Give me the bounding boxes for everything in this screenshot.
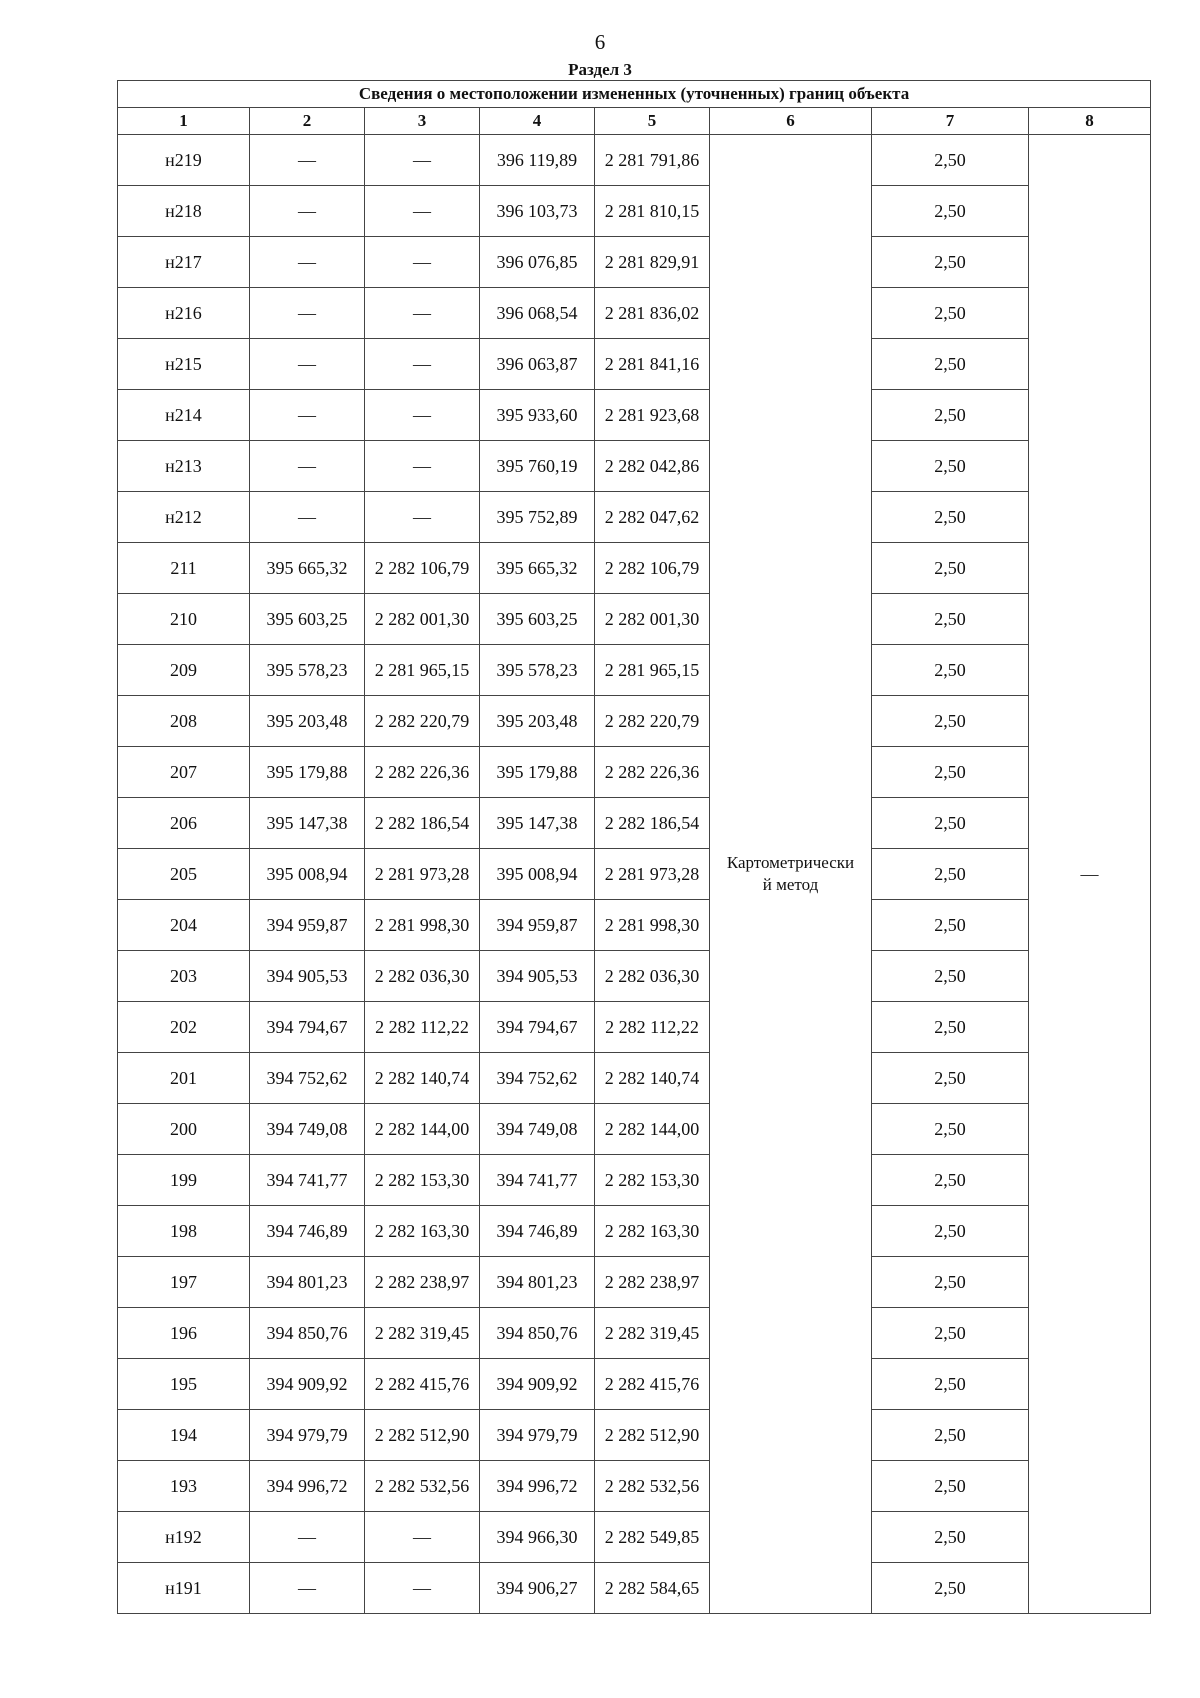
point-id-cell: 196: [118, 1308, 250, 1359]
point-id-cell: н216: [118, 288, 250, 339]
point-id-cell: 195: [118, 1359, 250, 1410]
x-existing-cell: —: [250, 237, 365, 288]
x-existing-cell: —: [250, 288, 365, 339]
table-row: [118, 1053, 1151, 1104]
y-new-cell: 2 282 036,30: [595, 951, 710, 1002]
x-existing-cell: —: [250, 135, 365, 186]
table-row: [118, 288, 1151, 339]
x-existing-cell: 395 179,88: [250, 747, 365, 798]
accuracy-cell: 2,50: [872, 696, 1029, 747]
y-new-cell: 2 281 829,91: [595, 237, 710, 288]
accuracy-cell: 2,50: [872, 1410, 1029, 1461]
y-existing-cell: —: [365, 441, 480, 492]
y-existing-cell: —: [365, 492, 480, 543]
point-id-cell: 203: [118, 951, 250, 1002]
y-new-cell: 2 282 163,30: [595, 1206, 710, 1257]
boundary-coordinates-table: [117, 80, 1151, 1614]
accuracy-cell: 2,50: [872, 288, 1029, 339]
x-existing-cell: —: [250, 339, 365, 390]
y-existing-cell: 2 281 965,15: [365, 645, 480, 696]
y-new-cell: 2 281 836,02: [595, 288, 710, 339]
x-new-cell: 396 063,87: [480, 339, 595, 390]
x-existing-cell: 395 147,38: [250, 798, 365, 849]
x-existing-cell: 394 850,76: [250, 1308, 365, 1359]
x-existing-cell: 394 801,23: [250, 1257, 365, 1308]
x-new-cell: 394 741,77: [480, 1155, 595, 1206]
page-number: 6: [594, 30, 606, 54]
x-existing-cell: 394 905,53: [250, 951, 365, 1002]
table-row: [118, 1308, 1151, 1359]
point-id-cell: 199: [118, 1155, 250, 1206]
accuracy-cell: 2,50: [872, 798, 1029, 849]
x-existing-cell: 394 741,77: [250, 1155, 365, 1206]
y-new-cell: 2 282 106,79: [595, 543, 710, 594]
method-text-line1: Картометрически: [726, 853, 855, 872]
y-existing-cell: 2 282 001,30: [365, 594, 480, 645]
x-new-cell: 395 179,88: [480, 747, 595, 798]
x-new-cell: 396 076,85: [480, 237, 595, 288]
x-new-cell: 394 752,62: [480, 1053, 595, 1104]
x-new-cell: 395 008,94: [480, 849, 595, 900]
column-number-1: 1: [118, 108, 250, 135]
y-new-cell: 2 281 973,28: [595, 849, 710, 900]
y-existing-cell: 2 282 220,79: [365, 696, 480, 747]
point-id-cell: н213: [118, 441, 250, 492]
x-new-cell: 396 068,54: [480, 288, 595, 339]
table-caption: Сведения о местоположении измененных (уточненных) границ объекта: [118, 81, 1151, 108]
accuracy-cell: 2,50: [872, 237, 1029, 288]
column-number-row: [118, 108, 1151, 135]
y-new-cell: 2 282 226,36: [595, 747, 710, 798]
accuracy-cell: 2,50: [872, 1359, 1029, 1410]
x-existing-cell: —: [250, 1512, 365, 1563]
table-row: [118, 645, 1151, 696]
point-id-cell: 208: [118, 696, 250, 747]
y-new-cell: 2 282 144,00: [595, 1104, 710, 1155]
y-existing-cell: —: [365, 1563, 480, 1614]
accuracy-cell: 2,50: [872, 543, 1029, 594]
point-id-cell: н214: [118, 390, 250, 441]
accuracy-cell: 2,50: [872, 951, 1029, 1002]
y-new-cell: 2 282 186,54: [595, 798, 710, 849]
column-number-6: 6: [710, 108, 872, 135]
point-id-cell: 201: [118, 1053, 250, 1104]
x-existing-cell: 395 008,94: [250, 849, 365, 900]
accuracy-cell: 2,50: [872, 1002, 1029, 1053]
column-number-2: 2: [250, 108, 365, 135]
point-id-cell: н212: [118, 492, 250, 543]
accuracy-cell: 2,50: [872, 645, 1029, 696]
point-id-cell: 205: [118, 849, 250, 900]
table-row: [118, 900, 1151, 951]
y-existing-cell: —: [365, 135, 480, 186]
x-new-cell: 394 966,30: [480, 1512, 595, 1563]
x-new-cell: 396 103,73: [480, 186, 595, 237]
table-row: [118, 1359, 1151, 1410]
x-new-cell: 395 147,38: [480, 798, 595, 849]
y-existing-cell: 2 282 112,22: [365, 1002, 480, 1053]
y-new-cell: 2 281 810,15: [595, 186, 710, 237]
y-existing-cell: 2 282 144,00: [365, 1104, 480, 1155]
x-existing-cell: 394 794,67: [250, 1002, 365, 1053]
point-id-cell: 211: [118, 543, 250, 594]
x-new-cell: 394 906,27: [480, 1563, 595, 1614]
y-new-cell: 2 282 584,65: [595, 1563, 710, 1614]
table-body: [118, 135, 1151, 1614]
x-existing-cell: 394 996,72: [250, 1461, 365, 1512]
y-new-cell: 2 282 047,62: [595, 492, 710, 543]
point-id-cell: 210: [118, 594, 250, 645]
x-existing-cell: 394 909,92: [250, 1359, 365, 1410]
table-row: [118, 1206, 1151, 1257]
accuracy-cell: 2,50: [872, 186, 1029, 237]
table-row: [118, 951, 1151, 1002]
accuracy-cell: 2,50: [872, 1053, 1029, 1104]
table-row: [118, 1155, 1151, 1206]
column-number-5: 5: [595, 108, 710, 135]
column-number-8: 8: [1029, 108, 1151, 135]
y-existing-cell: 2 282 319,45: [365, 1308, 480, 1359]
x-existing-cell: 395 203,48: [250, 696, 365, 747]
point-id-cell: 197: [118, 1257, 250, 1308]
y-existing-cell: 2 282 140,74: [365, 1053, 480, 1104]
x-existing-cell: 394 959,87: [250, 900, 365, 951]
y-new-cell: 2 282 153,30: [595, 1155, 710, 1206]
x-new-cell: 395 933,60: [480, 390, 595, 441]
accuracy-cell: 2,50: [872, 594, 1029, 645]
accuracy-cell: 2,50: [872, 849, 1029, 900]
y-existing-cell: 2 282 163,30: [365, 1206, 480, 1257]
x-new-cell: 394 909,92: [480, 1359, 595, 1410]
accuracy-cell: 2,50: [872, 1206, 1029, 1257]
accuracy-cell: 2,50: [872, 1461, 1029, 1512]
point-id-cell: 207: [118, 747, 250, 798]
y-new-cell: 2 282 512,90: [595, 1410, 710, 1461]
y-new-cell: 2 281 998,30: [595, 900, 710, 951]
point-id-cell: н192: [118, 1512, 250, 1563]
table-row: [118, 849, 1151, 900]
y-new-cell: 2 281 923,68: [595, 390, 710, 441]
accuracy-cell: 2,50: [872, 492, 1029, 543]
x-new-cell: 395 665,32: [480, 543, 595, 594]
y-existing-cell: 2 282 238,97: [365, 1257, 480, 1308]
x-new-cell: 395 578,23: [480, 645, 595, 696]
y-new-cell: 2 282 140,74: [595, 1053, 710, 1104]
x-new-cell: 394 850,76: [480, 1308, 595, 1359]
y-new-cell: 2 282 415,76: [595, 1359, 710, 1410]
table-row: [118, 237, 1151, 288]
table-row: [118, 135, 1151, 186]
y-existing-cell: 2 281 973,28: [365, 849, 480, 900]
method-cell: [710, 135, 872, 1614]
table-row: [118, 339, 1151, 390]
y-new-cell: 2 281 841,16: [595, 339, 710, 390]
x-existing-cell: 394 746,89: [250, 1206, 365, 1257]
y-existing-cell: 2 282 415,76: [365, 1359, 480, 1410]
y-existing-cell: —: [365, 186, 480, 237]
x-new-cell: 394 801,23: [480, 1257, 595, 1308]
table-row: [118, 696, 1151, 747]
accuracy-cell: 2,50: [872, 1155, 1029, 1206]
table-row: [118, 186, 1151, 237]
x-existing-cell: —: [250, 492, 365, 543]
point-id-cell: 194: [118, 1410, 250, 1461]
accuracy-cell: 2,50: [872, 339, 1029, 390]
table-row: [118, 1563, 1151, 1614]
y-existing-cell: —: [365, 339, 480, 390]
x-existing-cell: 395 603,25: [250, 594, 365, 645]
table-row: [118, 1002, 1151, 1053]
point-id-cell: 198: [118, 1206, 250, 1257]
x-existing-cell: —: [250, 186, 365, 237]
point-id-cell: н215: [118, 339, 250, 390]
point-id-cell: 206: [118, 798, 250, 849]
x-existing-cell: —: [250, 1563, 365, 1614]
y-existing-cell: 2 282 153,30: [365, 1155, 480, 1206]
table-row: [118, 798, 1151, 849]
section-title: Раздел 3: [568, 60, 632, 79]
y-existing-cell: 2 282 036,30: [365, 951, 480, 1002]
point-id-cell: 200: [118, 1104, 250, 1155]
x-existing-cell: —: [250, 390, 365, 441]
y-existing-cell: —: [365, 390, 480, 441]
accuracy-cell: 2,50: [872, 390, 1029, 441]
table-row: [118, 390, 1151, 441]
y-new-cell: 2 281 965,15: [595, 645, 710, 696]
y-existing-cell: —: [365, 1512, 480, 1563]
y-new-cell: 2 282 549,85: [595, 1512, 710, 1563]
y-new-cell: 2 281 791,86: [595, 135, 710, 186]
accuracy-cell: 2,50: [872, 1308, 1029, 1359]
table-row: [118, 1410, 1151, 1461]
y-new-cell: 2 282 238,97: [595, 1257, 710, 1308]
point-id-cell: 202: [118, 1002, 250, 1053]
table-row: [118, 1461, 1151, 1512]
method-text-line2: й метод: [762, 875, 819, 894]
y-new-cell: 2 282 319,45: [595, 1308, 710, 1359]
x-new-cell: 395 752,89: [480, 492, 595, 543]
accuracy-cell: 2,50: [872, 441, 1029, 492]
accuracy-cell: 2,50: [872, 900, 1029, 951]
point-id-cell: н191: [118, 1563, 250, 1614]
x-new-cell: 394 979,79: [480, 1410, 595, 1461]
x-new-cell: 394 905,53: [480, 951, 595, 1002]
table-row: [118, 1104, 1151, 1155]
column-number-4: 4: [480, 108, 595, 135]
accuracy-cell: 2,50: [872, 135, 1029, 186]
point-id-cell: 193: [118, 1461, 250, 1512]
point-id-cell: н217: [118, 237, 250, 288]
accuracy-cell: 2,50: [872, 1563, 1029, 1614]
y-existing-cell: 2 281 998,30: [365, 900, 480, 951]
table-row: [118, 441, 1151, 492]
point-id-cell: 204: [118, 900, 250, 951]
accuracy-cell: 2,50: [872, 1512, 1029, 1563]
x-existing-cell: 394 752,62: [250, 1053, 365, 1104]
y-new-cell: 2 282 532,56: [595, 1461, 710, 1512]
x-new-cell: 395 603,25: [480, 594, 595, 645]
column-8-cell: —: [1029, 135, 1151, 1614]
y-new-cell: 2 282 220,79: [595, 696, 710, 747]
accuracy-cell: 2,50: [872, 1104, 1029, 1155]
column-number-3: 3: [365, 108, 480, 135]
x-new-cell: 394 959,87: [480, 900, 595, 951]
table-row: [118, 1257, 1151, 1308]
y-new-cell: 2 282 001,30: [595, 594, 710, 645]
point-id-cell: 209: [118, 645, 250, 696]
y-existing-cell: 2 282 226,36: [365, 747, 480, 798]
x-existing-cell: 394 749,08: [250, 1104, 365, 1155]
x-new-cell: 394 996,72: [480, 1461, 595, 1512]
table-row: [118, 1512, 1151, 1563]
x-new-cell: 394 749,08: [480, 1104, 595, 1155]
y-existing-cell: 2 282 106,79: [365, 543, 480, 594]
y-existing-cell: —: [365, 237, 480, 288]
x-new-cell: 394 746,89: [480, 1206, 595, 1257]
x-new-cell: 395 760,19: [480, 441, 595, 492]
column-number-7: 7: [872, 108, 1029, 135]
y-new-cell: 2 282 042,86: [595, 441, 710, 492]
x-existing-cell: 395 665,32: [250, 543, 365, 594]
y-existing-cell: 2 282 186,54: [365, 798, 480, 849]
y-existing-cell: 2 282 532,56: [365, 1461, 480, 1512]
x-existing-cell: 395 578,23: [250, 645, 365, 696]
y-existing-cell: 2 282 512,90: [365, 1410, 480, 1461]
accuracy-cell: 2,50: [872, 1257, 1029, 1308]
table-row: [118, 543, 1151, 594]
point-id-cell: н218: [118, 186, 250, 237]
accuracy-cell: 2,50: [872, 747, 1029, 798]
x-new-cell: 394 794,67: [480, 1002, 595, 1053]
y-new-cell: 2 282 112,22: [595, 1002, 710, 1053]
table-row: [118, 747, 1151, 798]
point-id-cell: н219: [118, 135, 250, 186]
table-row: [118, 492, 1151, 543]
x-new-cell: 395 203,48: [480, 696, 595, 747]
table-row: [118, 594, 1151, 645]
x-existing-cell: 394 979,79: [250, 1410, 365, 1461]
x-existing-cell: —: [250, 441, 365, 492]
x-new-cell: 396 119,89: [480, 135, 595, 186]
y-existing-cell: —: [365, 288, 480, 339]
